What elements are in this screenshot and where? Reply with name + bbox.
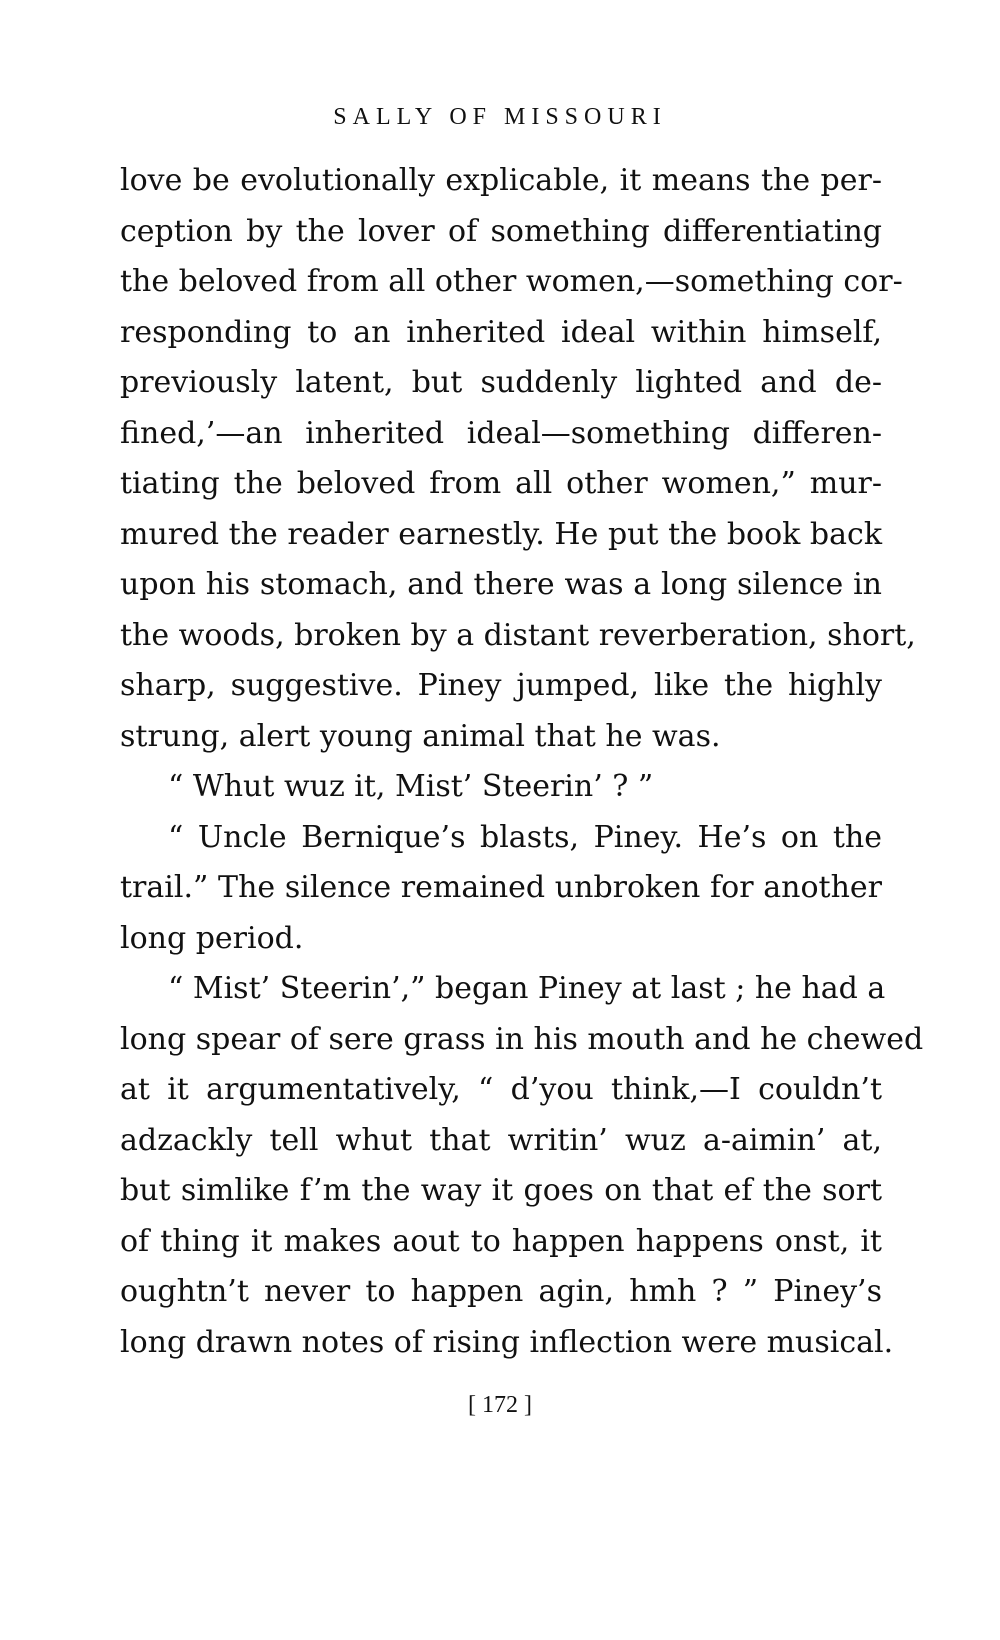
- text-line: tiating the beloved from all other women,” mur-: [120, 466, 882, 501]
- text-line: strung, alert young animal that he was.: [120, 718, 721, 754]
- text-line: long period.: [120, 920, 304, 956]
- text-line: previously latent, but suddenly lighted and de-: [120, 365, 882, 400]
- text-line: love be evolutionally explicable, it means the per-: [120, 163, 882, 198]
- text-line: upon his stomach, and there was a long silence in: [120, 567, 882, 602]
- dialogue-line: “ Mist’ Steerin’,” began Piney at last ; he had a: [168, 971, 886, 1006]
- text-line: of thing it makes aout to happen happens onst, it: [120, 1223, 882, 1259]
- text-line: but simlike f’m the way it goes on that ef the sort: [120, 1173, 882, 1208]
- text-line: ception by the lover of something differentiating: [120, 213, 882, 249]
- text-line: mured the reader earnestly. He put the book back: [120, 516, 882, 552]
- text-line: adzackly tell whut that writin’ wuz a-aimin’ at,: [120, 1122, 882, 1158]
- text-line: oughtn’t never to happen agin, hmh ? ” Piney’s: [120, 1274, 882, 1309]
- dialogue-line: “ Uncle Bernique’s blasts, Piney. He’s on the: [168, 819, 882, 855]
- running-head: SALLY OF MISSOURI: [333, 104, 667, 130]
- text-line: the woods, broken by a distant reverberation, short,: [120, 617, 916, 653]
- text-line: the beloved from all other women,—something cor-: [120, 264, 903, 299]
- text-line: long drawn notes of rising inflection were musical.: [120, 1324, 894, 1360]
- page-number: [ 172 ]: [468, 1392, 532, 1418]
- dialogue-line: “ Whut wuz it, Mist’ Steerin’ ? ”: [168, 769, 654, 804]
- text-line: fined,’—an inherited ideal—something differen-: [120, 415, 882, 451]
- text-line: at it argumentatively, “ d’you think,—I couldn’t: [120, 1072, 882, 1107]
- text-line: responding to an inherited ideal within himself,: [120, 314, 882, 350]
- body-text: [120, 156, 924, 1368]
- text-line: long spear of sere grass in his mouth and he chewed: [120, 1021, 924, 1057]
- text-line: trail.” The silence remained unbroken for another: [120, 870, 882, 905]
- text-line: sharp, suggestive. Piney jumped, like the highly: [120, 668, 882, 703]
